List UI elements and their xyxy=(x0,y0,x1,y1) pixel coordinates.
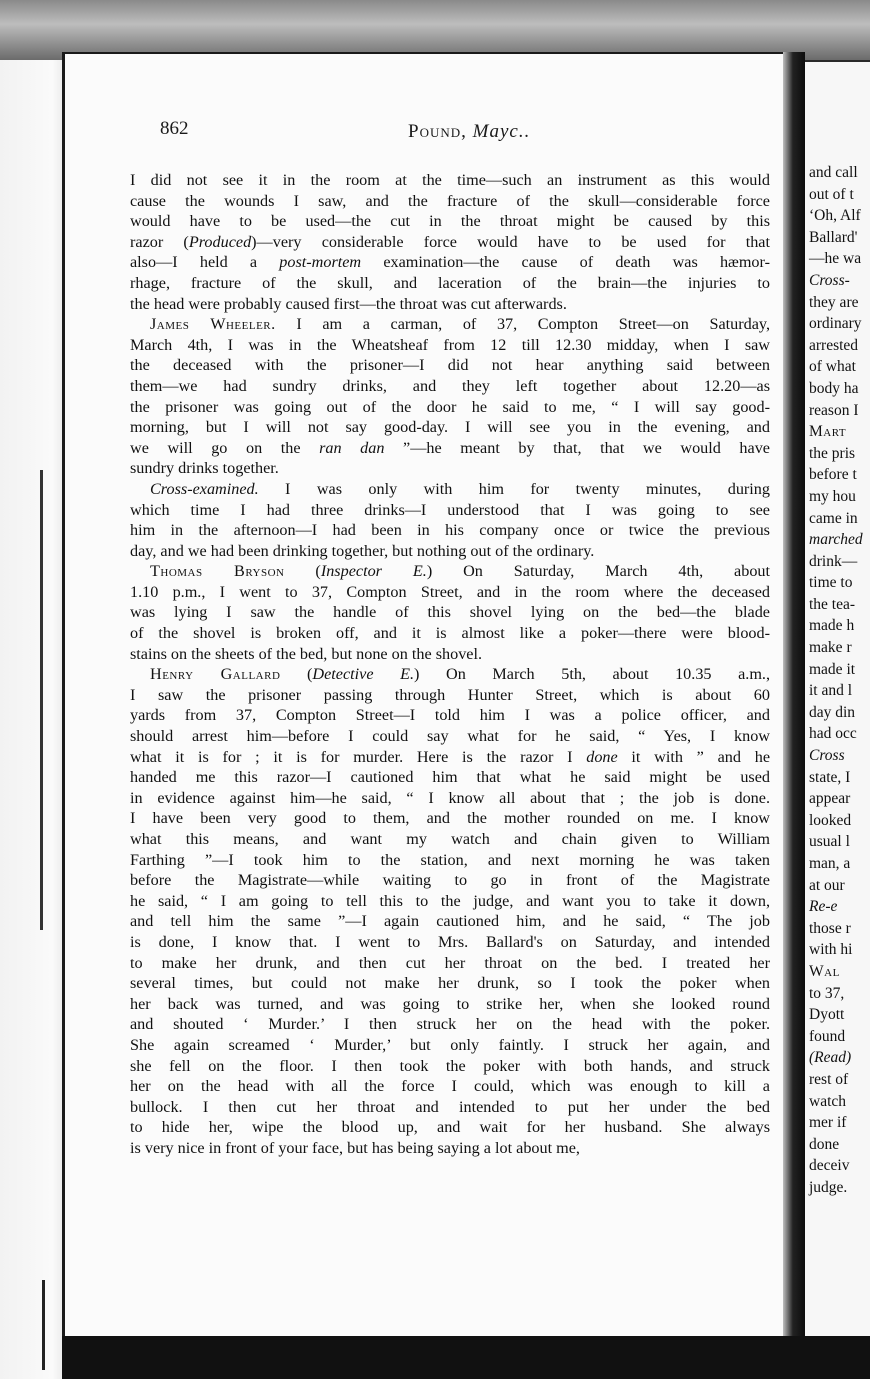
facing-page-line: man, a xyxy=(809,855,851,872)
text-line: was lying I saw the handle of this shovel lying on the bed—the blade xyxy=(130,603,770,622)
text-line: is done, I know that. I went to Mrs. Ballard's on Saturday, and intended xyxy=(130,932,770,951)
facing-page-line: they are xyxy=(809,293,859,311)
text-line: them—we had sundry drinks, and they left together about 12.20—as xyxy=(130,376,770,395)
book-gutter xyxy=(783,52,805,1342)
emphasis: ran dan xyxy=(319,438,385,457)
facing-page-line: with hi xyxy=(809,941,853,959)
text-line: I have been very good to them, and the mother rounded on me. I know xyxy=(130,809,770,828)
facing-page-line: usual l xyxy=(809,833,850,851)
facing-page-line: the pris xyxy=(809,444,856,462)
facing-page-line: reason I xyxy=(809,401,859,419)
facing-page-line: found xyxy=(809,1027,846,1045)
facing-page-line: state, I xyxy=(809,768,851,786)
facing-page-line: Mart xyxy=(809,423,847,441)
facing-page-line: came in xyxy=(809,509,858,527)
text-line: she fell on the floor. I then took the poker with both hands, and struck xyxy=(130,1056,770,1075)
emphasis: Inspector E. xyxy=(320,562,427,581)
text-line: him in the afternoon—I had been in his company once or twice the previous xyxy=(130,521,770,540)
text-line: to hide her, wipe the blood up, and wait for her husband. She always xyxy=(130,1118,770,1137)
facing-page-line: —he wa xyxy=(809,250,862,268)
facing-page-line: Wal xyxy=(809,962,840,980)
emphasis: Thomas Bryson xyxy=(150,562,285,581)
running-head-name: Pound, xyxy=(408,121,467,142)
facing-page-line: and call xyxy=(809,164,858,181)
facing-page-line: of what xyxy=(809,358,856,376)
facing-page-line: done xyxy=(809,1135,840,1153)
text-line: yards from 37, Compton Street—I told him I was a police officer, and xyxy=(130,706,770,725)
text-line: March 4th, I was in the Wheatsheaf from 12 till 12.30 midday, when I saw xyxy=(130,335,770,354)
text-line: Henry Gallard (Detective E.) On March 5th, about 10.35 a.m., xyxy=(150,665,771,684)
emphasis: Detective E. xyxy=(312,665,415,684)
facing-page-line: Ballard' xyxy=(809,228,858,246)
facing-page-line: looked xyxy=(809,811,852,829)
text-line: Farthing ”—I took him to the station, and next morning he was taken xyxy=(130,850,770,869)
scan-edge-mark-lower xyxy=(42,1280,45,1370)
text-line: also—I held a post-mortem examination—the cause of death was hæmor- xyxy=(130,253,770,272)
text-line: sundry drinks together. xyxy=(130,459,279,478)
facing-page-line: the tea- xyxy=(809,595,856,613)
text-line: what it is for ; it is for murder. Here is the razor I done it with ” and he xyxy=(130,747,770,766)
emphasis: Produced xyxy=(188,232,252,251)
facing-page-line: drink— xyxy=(809,552,858,570)
facing-page-line: marched xyxy=(809,531,863,549)
text-line: Thomas Bryson (Inspector E.) On Saturday, March 4th, about xyxy=(150,562,771,581)
scan-edge-mark xyxy=(40,470,43,930)
text-line: which time I had three drinks—I understood that I was going to see xyxy=(130,500,770,519)
text-line: handed me this razor—I cautioned him that what he said might be used xyxy=(130,768,770,787)
facing-page-line: at our xyxy=(809,876,845,894)
facing-page-line: Cross- xyxy=(809,271,850,289)
emphasis: Cross-examined. xyxy=(150,479,259,498)
facing-page-line: body ha xyxy=(809,379,859,397)
facing-page-line: Cross xyxy=(809,747,845,765)
scan-top-margin xyxy=(0,0,870,60)
text-line: of the shovel is broken off, and it is almost like a poker—there were blood- xyxy=(130,624,770,643)
facing-page-line: mer if xyxy=(809,1114,847,1132)
facing-page-line: had occ xyxy=(809,725,857,743)
text-line: in evidence against him—he said, “ I know all about that ; the job is done. xyxy=(130,788,770,807)
text-line: her on the head with all the force I could, which was enough to kill a xyxy=(130,1077,770,1096)
facing-page-line: make r xyxy=(809,639,852,657)
facing-page-line: watch xyxy=(809,1092,847,1110)
page-number: 862 xyxy=(160,118,189,139)
text-line: is very nice in front of your face, but has being saying a lot about me, xyxy=(130,1138,580,1157)
text-line: day, and we had been drinking together, but nothing out of the ordinary. xyxy=(130,541,595,560)
facing-page-line: to 37, xyxy=(809,984,845,1002)
text-line: to make her drunk, and then cut her throat on the bed. I treated her xyxy=(130,953,770,972)
text-line: the prisoner was going out of the door he said to me, “ I will say good- xyxy=(130,397,770,416)
text-line: several times, but could not make her drunk, so I took the poker when xyxy=(130,974,770,993)
facing-page-line: before t xyxy=(809,466,857,484)
text-line: razor (Produced)—very considerable force would have to be used for that xyxy=(130,232,770,251)
text-line: what this means, and want my watch and chain given to William xyxy=(130,830,770,848)
facing-page-line: arrested xyxy=(809,336,859,354)
emphasis: James Wheeler. xyxy=(150,315,276,334)
emphasis: Henry Gallard xyxy=(150,665,281,684)
text-line: cause the wounds I saw, and the fracture of the skull—considerable force xyxy=(130,191,770,210)
facing-page xyxy=(805,62,870,1338)
text-line: rhage, fracture of the skull, and laceration of the brain—the injuries to xyxy=(130,273,770,292)
facing-page-line: rest of xyxy=(809,1070,849,1088)
facing-page-line: ‘Oh, Alf xyxy=(809,207,861,225)
facing-page-line: those r xyxy=(809,919,851,937)
text-line: should arrest him—before I could say what for he said, “ Yes, I know xyxy=(130,727,770,746)
facing-page-line: day din xyxy=(809,703,856,721)
facing-page-line: ordinary xyxy=(809,315,862,333)
page-body-text xyxy=(130,170,770,1159)
scan-bottom-margin xyxy=(62,1336,870,1379)
emphasis: post-mortem xyxy=(279,253,362,272)
text-line: stains on the sheets of the bed, but none on the shovel. xyxy=(130,644,483,663)
text-line: morning, but I will not say good-day. I will see you in the evening, and xyxy=(130,418,770,437)
text-line: I saw the prisoner passing through Hunter Street, which is about 60 xyxy=(130,685,770,704)
running-head xyxy=(408,121,530,143)
running-head-rest: Mayc.. xyxy=(472,121,531,142)
facing-page-line: (Read) xyxy=(809,1049,852,1067)
text-line: and shouted ‘ Murder.’ I then struck her on the head with the poker. xyxy=(130,1015,770,1034)
facing-page-line: Dyott xyxy=(809,1006,845,1024)
text-line: the head were probably caused first—the throat was cut afterwards. xyxy=(130,294,567,313)
facing-page-line: Re-e xyxy=(809,898,838,916)
text-line: before the Magistrate—while waiting to go in front of the Magistrate xyxy=(130,871,770,890)
facing-page-line: my hou xyxy=(809,487,856,505)
text-line: her back was turned, and was going to strike her, when she looked round xyxy=(130,994,770,1013)
text-line: bullock. I then cut her throat and intended to put her under the bed xyxy=(130,1097,770,1116)
text-line: he said, “ I am going to tell this to the judge, and want you to take it down, xyxy=(130,891,770,910)
text-line: 1.10 p.m., I went to 37, Compton Street, and in the room where the deceased xyxy=(130,582,770,601)
facing-page-fragments xyxy=(809,162,870,1199)
facing-page-line: deceiv xyxy=(809,1157,850,1175)
text-line: I did not see it in the room at the time—such an instrument as this would xyxy=(130,171,770,189)
facing-page-line: it and l xyxy=(809,682,853,700)
text-line: and tell him the same ”—I again cautioned him, and he said, “ The job xyxy=(130,912,770,931)
text-line: James Wheeler. I am a carman, of 37, Compton Street—on Saturday, xyxy=(150,315,770,334)
text-line: Cross-examined. I was only with him for twenty minutes, during xyxy=(150,479,770,498)
facing-page-line: made it xyxy=(809,660,856,678)
text-line: She again screamed ‘ Murder,’ but only faintly. I struck her again, and xyxy=(130,1035,770,1054)
text-line: the deceased with the prisoner—I did not hear anything said between xyxy=(130,356,770,375)
text-line: would have to be used—the cut in the throat might be caused by this xyxy=(130,212,770,231)
text-line: we will go on the ran dan ”—he meant by that, that we would have xyxy=(130,438,770,457)
facing-page-line: made h xyxy=(809,617,855,635)
facing-page-line: appear xyxy=(809,790,851,808)
emphasis: done xyxy=(586,747,618,766)
facing-page-line: out of t xyxy=(809,185,854,203)
facing-page-line: judge. xyxy=(809,1178,848,1196)
facing-page-line: time to xyxy=(809,574,853,592)
